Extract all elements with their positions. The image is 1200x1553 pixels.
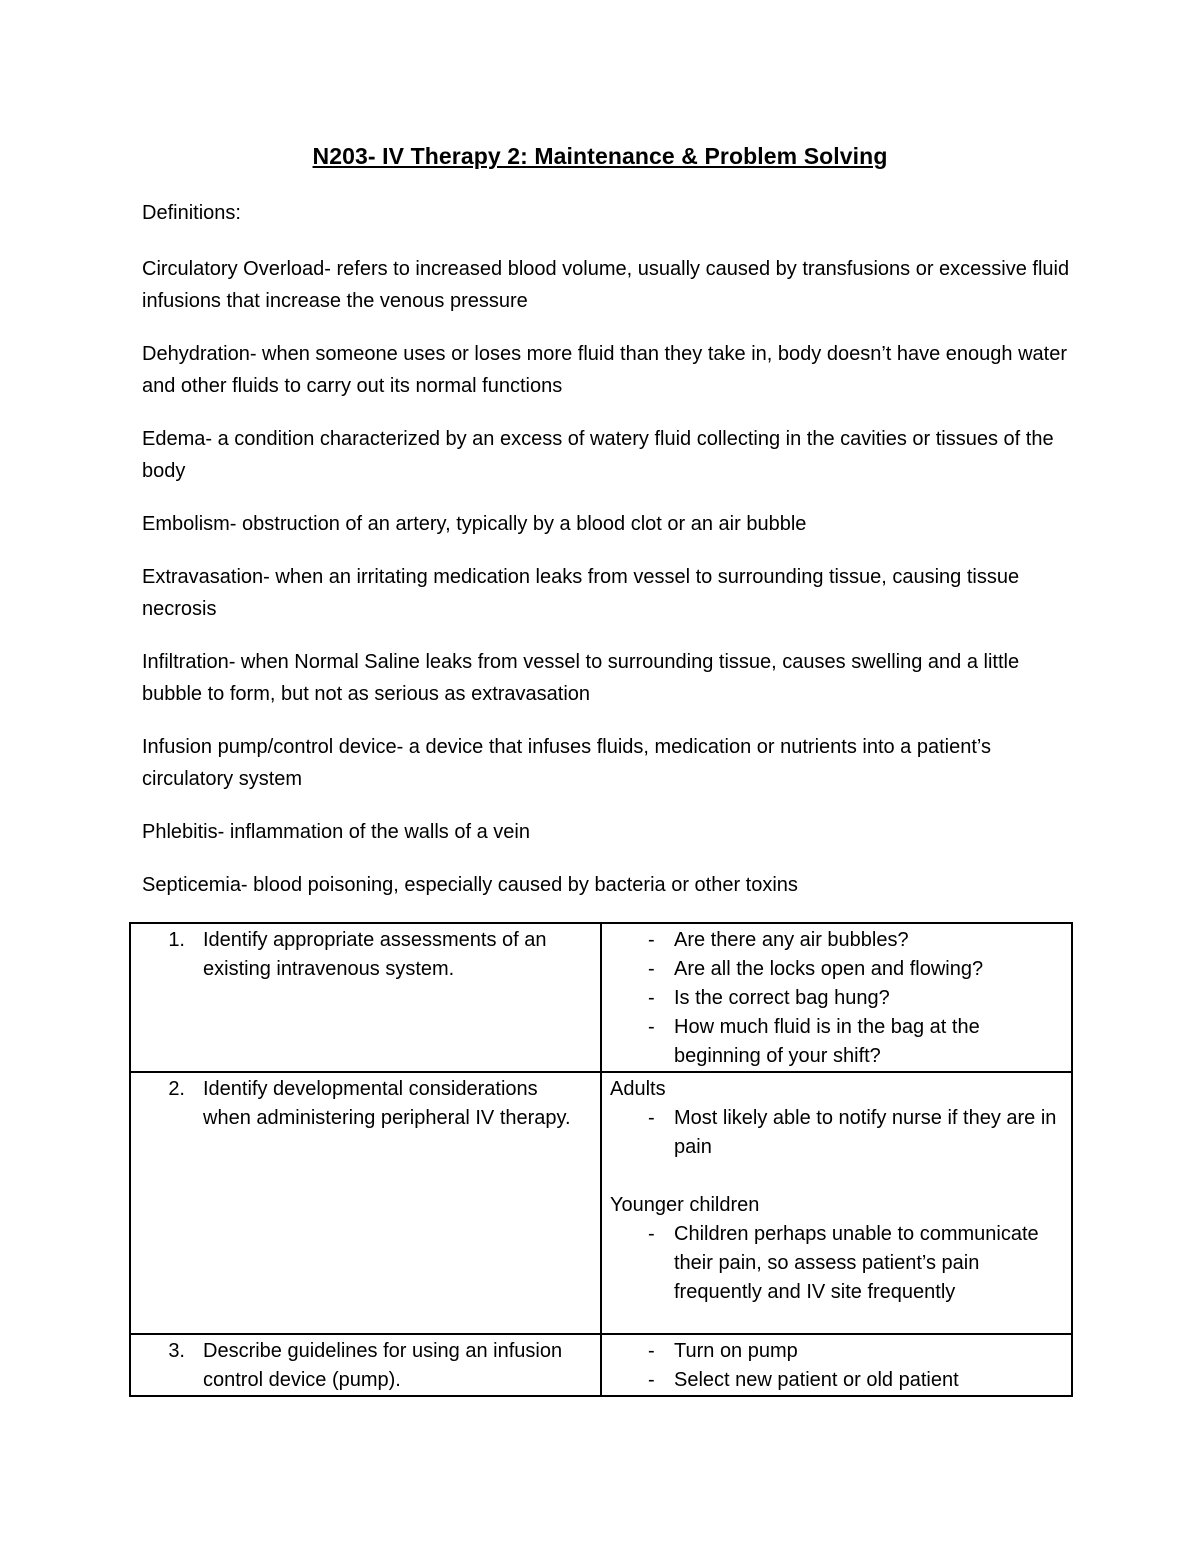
list-item xyxy=(610,955,1063,984)
answer-text: Select new patient or old patient xyxy=(674,1369,959,1391)
objective-cell xyxy=(130,1072,601,1334)
definitions-heading: Definitions: xyxy=(142,202,241,224)
definition-infusion-pump: Infusion pump/control device- a device that infuses fluids, medication or nutrients into a patient’s circulatory system xyxy=(142,736,991,790)
list-item xyxy=(610,1366,1063,1395)
answer-text: Most likely able to notify nurse if they are in pain xyxy=(674,1107,1057,1158)
objective-text: Identify appropriate assessments of an existing intravenous system. xyxy=(203,929,547,980)
objectives-table xyxy=(129,922,1073,1397)
dash-bullet: - xyxy=(648,1223,655,1245)
answer-text: Children perhaps unable to communicate their pain, so assess patient’s pain frequently and IV site frequently xyxy=(674,1223,1039,1303)
dash-bullet: - xyxy=(648,1016,655,1038)
table-row xyxy=(130,1072,1072,1334)
answer-text: Are there any air bubbles? xyxy=(674,929,909,951)
answer-text: Are all the locks open and flowing? xyxy=(674,958,984,980)
definition-phlebitis: Phlebitis- inflammation of the walls of a vein xyxy=(142,821,530,843)
objective-cell xyxy=(130,1334,601,1396)
table-row xyxy=(130,1334,1072,1396)
definition-edema: Edema- a condition characterized by an excess of watery fluid collecting in the cavities or tissues of the body xyxy=(142,428,1054,482)
definition-dehydration: Dehydration- when someone uses or loses more fluid than they take in, body doesn’t have enough water and other fluids to carry out its normal functions xyxy=(142,343,1067,397)
answer-list xyxy=(610,1220,1063,1307)
definitions-list xyxy=(142,253,1072,922)
list-item xyxy=(610,984,1063,1013)
answer-list xyxy=(610,1337,1063,1395)
objective-number: 1. xyxy=(168,929,185,951)
dash-bullet: - xyxy=(648,1107,655,1129)
dash-bullet: - xyxy=(648,1340,655,1362)
definition-infiltration: Infiltration- when Normal Saline leaks from vessel to surrounding tissue, causes swelling and a little bubble to form, but not as serious as extravasation xyxy=(142,651,1020,705)
answer-cell xyxy=(601,923,1072,1072)
objective-number: 3. xyxy=(168,1340,185,1362)
answer-list xyxy=(610,1104,1063,1162)
group-label-adults: Adults xyxy=(610,1078,666,1100)
answer-cell xyxy=(601,1072,1072,1334)
answer-text: How much fluid is in the bag at the beginning of your shift? xyxy=(674,1016,980,1067)
dash-bullet: - xyxy=(648,1369,655,1391)
definition-circulatory-overload: Circulatory Overload- refers to increased blood volume, usually caused by transfusions or excessive fluid infusions that increase the venous pressure xyxy=(142,258,1070,312)
definition-septicemia: Septicemia- blood poisoning, especially caused by bacteria or other toxins xyxy=(142,874,798,896)
list-item xyxy=(610,926,1063,955)
answer-list xyxy=(610,926,1063,1071)
group-label-younger-children: Younger children xyxy=(610,1194,760,1216)
objective-cell xyxy=(130,923,601,1072)
objective-text: Describe guidelines for using an infusion control device (pump). xyxy=(203,1340,563,1391)
page-title: N203- IV Therapy 2: Maintenance & Problem Solving xyxy=(312,143,888,169)
list-item xyxy=(610,1013,1063,1071)
definition-extravasation: Extravasation- when an irritating medication leaks from vessel to surrounding tissue, causing tissue necrosis xyxy=(142,566,1020,620)
table-row xyxy=(130,923,1072,1072)
objective-number: 2. xyxy=(168,1078,185,1100)
answer-text: Is the correct bag hung? xyxy=(674,987,890,1009)
list-item xyxy=(610,1220,1063,1307)
list-item xyxy=(610,1337,1063,1366)
definition-embolism: Embolism- obstruction of an artery, typically by a blood clot or an air bubble xyxy=(142,513,807,535)
objective-text: Identify developmental considerations when administering peripheral IV therapy. xyxy=(203,1078,571,1129)
dash-bullet: - xyxy=(648,958,655,980)
dash-bullet: - xyxy=(648,987,655,1009)
answer-cell xyxy=(601,1334,1072,1396)
list-item xyxy=(610,1104,1063,1162)
answer-text: Turn on pump xyxy=(674,1340,798,1362)
dash-bullet: - xyxy=(648,929,655,951)
spacer xyxy=(610,1162,1063,1191)
